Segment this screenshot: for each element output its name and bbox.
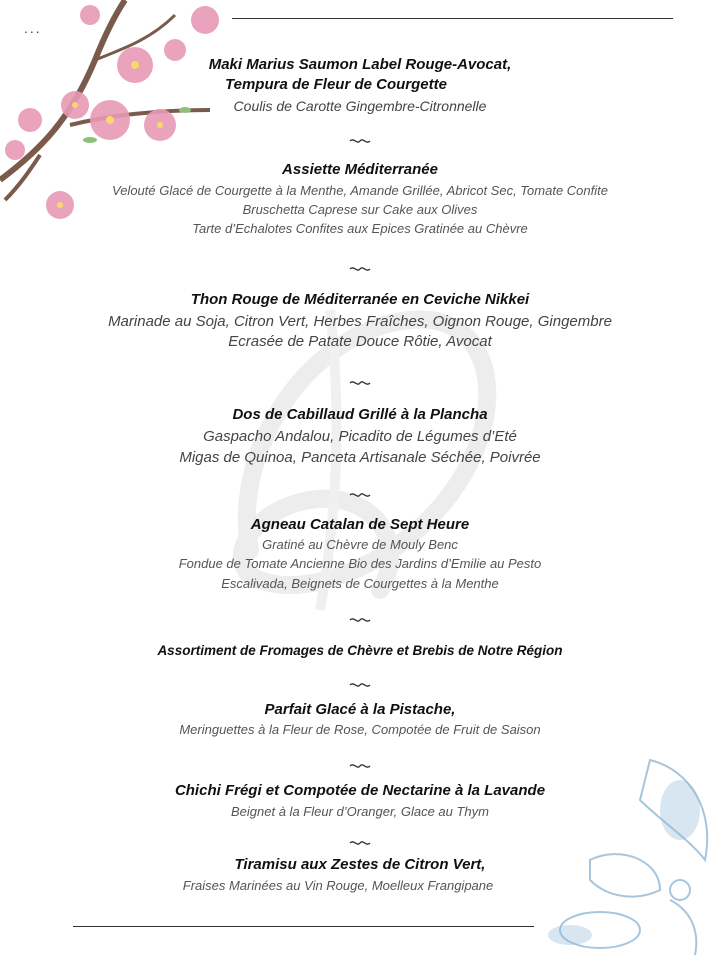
top-rule bbox=[232, 18, 673, 19]
course-description: Beignet à la Fleur d’Oranger, Glace au Thym bbox=[231, 804, 489, 819]
course-description: Gratiné au Chèvre de Mouly Benc bbox=[262, 537, 458, 552]
course-description: Bruschetta Caprese sur Cake aux Olives bbox=[242, 202, 478, 217]
course-description: Fondue de Tomate Ancienne Bio des Jardins d’Emilie au Pesto bbox=[178, 556, 542, 571]
course-description: Fraises Marinées au Vin Rouge, Moelleux Frangipane bbox=[182, 878, 494, 893]
course-title: Parfait Glacé à la Pistache, bbox=[264, 701, 456, 718]
course-description: Migas de Quinoa, Panceta Artisanale Séchée, Poivrée bbox=[179, 449, 541, 466]
course-title: Thon Rouge de Méditerranée en Ceviche Nikkei bbox=[190, 291, 530, 308]
course-title: Agneau Catalan de Sept Heure bbox=[250, 516, 470, 533]
course-title: Maki Marius Saumon Label Rouge-Avocat, bbox=[208, 56, 512, 73]
course-description: Marinade au Soja, Citron Vert, Herbes Fraîches, Oignon Rouge, Gingembre bbox=[108, 313, 612, 330]
course-title: Assiette Méditerranée bbox=[282, 161, 438, 178]
separator-flourish bbox=[0, 132, 720, 142]
separator-flourish bbox=[0, 486, 720, 496]
course-title: Dos de Cabillaud Grillé à la Plancha bbox=[232, 406, 488, 423]
separator-flourish bbox=[0, 611, 720, 621]
course-description: Gaspacho Andalou, Picadito de Légumes d’Eté bbox=[203, 428, 517, 445]
course-title: Tempura de Fleur de Courgette bbox=[225, 76, 447, 93]
course-title: Chichi Frégi et Compotée de Nectarine à la Lavande bbox=[174, 782, 546, 799]
separator-flourish bbox=[0, 676, 720, 686]
separator-flourish bbox=[0, 834, 720, 844]
separator-flourish bbox=[0, 374, 720, 384]
course-description: Escalivada, Beignets de Courgettes à la Menthe bbox=[221, 576, 499, 591]
separator-flourish bbox=[0, 260, 720, 270]
course-description: Velouté Glacé de Courgette à la Menthe, Amande Grillée, Abricot Sec, Tomate Confite bbox=[112, 183, 608, 198]
course-description: Coulis de Carotte Gingembre-Citronnelle bbox=[233, 98, 487, 114]
separator-flourish bbox=[0, 757, 720, 767]
course-description: Meringuettes à la Fleur de Rose, Compotée de Fruit de Saison bbox=[179, 722, 541, 737]
course-description: Ecrasée de Patate Douce Rôtie, Avocat bbox=[228, 333, 492, 350]
course-title: Assortiment de Fromages de Chèvre et Brebis de Notre Région bbox=[157, 643, 563, 658]
ellipsis-mark: ... bbox=[24, 20, 42, 36]
course-description: Tarte d’Echalotes Confites aux Epices Gratinée au Chèvre bbox=[192, 221, 528, 236]
course-title: Tiramisu aux Zestes de Citron Vert, bbox=[234, 856, 486, 873]
bottom-rule bbox=[73, 926, 534, 927]
